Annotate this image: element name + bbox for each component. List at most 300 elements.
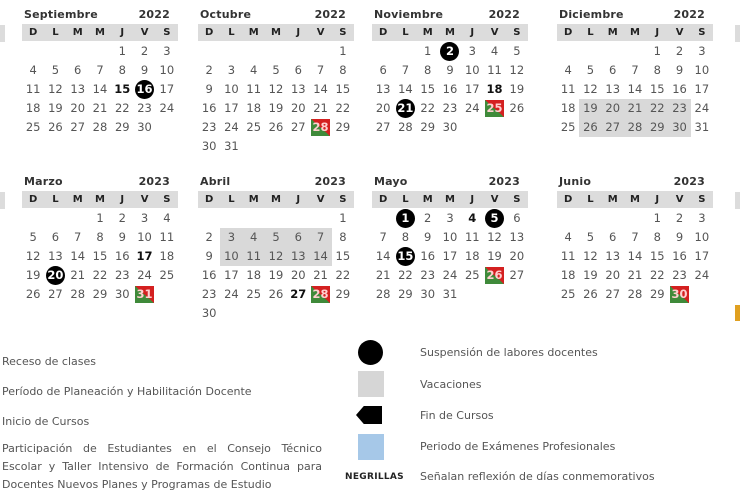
empty-cell: [372, 209, 394, 228]
partial-orange-marker: [735, 305, 740, 321]
black-circle-icon: [358, 340, 383, 365]
month-may: [372, 175, 528, 304]
empty-cell: [265, 209, 287, 228]
day-cell: 4: [564, 230, 572, 244]
day-cell: 8: [339, 63, 347, 77]
day-cell: 18: [246, 101, 262, 115]
month-title: [557, 8, 713, 22]
day-cell: 7: [379, 230, 387, 244]
day-cell: 21: [92, 101, 108, 115]
day-cell: 29: [114, 120, 130, 134]
day-cell: 3: [140, 211, 149, 225]
day-cell: 11: [25, 82, 41, 96]
weekday-label: J: [470, 194, 475, 205]
legend-inicio-cursos-label: Inicio de Cursos: [2, 415, 90, 428]
day-cell: 12: [583, 82, 598, 96]
day-cell: 22: [335, 268, 351, 282]
day-cell: 11: [560, 249, 576, 263]
weekday-label: S: [513, 194, 521, 205]
day-cell: 20: [375, 101, 391, 115]
day-cell: 11: [464, 230, 480, 244]
day-cell: 19: [48, 101, 63, 115]
empty-cell: [243, 42, 265, 61]
weekday-label: M: [248, 27, 259, 38]
day-cell: 18: [246, 268, 262, 282]
weekday-label: L: [52, 194, 59, 205]
day-cell: 10: [694, 63, 710, 77]
legend-suspension-label: Suspensión de labores docentes: [420, 346, 598, 359]
day-cell: 7: [96, 63, 104, 77]
day-cell-vacation: 3: [220, 228, 242, 247]
day-cell: 1: [653, 44, 661, 58]
day-cell: 28: [70, 287, 86, 301]
day-cell: 13: [48, 249, 63, 263]
day-cell-fin-cursos: 25: [483, 99, 505, 118]
legend-vacaciones-label: Vacaciones: [420, 378, 482, 391]
weekday-label: V: [490, 194, 499, 205]
day-cell-suspension: 1: [394, 209, 416, 228]
day-cell: 3: [698, 44, 706, 58]
day-cell: 26: [48, 120, 63, 134]
day-cell: 31: [442, 287, 458, 301]
day-cell: 1: [653, 211, 661, 225]
day-cell-vacation: 7: [309, 228, 331, 247]
day-cell-vacation: 28: [624, 118, 646, 137]
weekday-label: D: [378, 27, 388, 38]
day-cell: 11: [246, 82, 262, 96]
day-cell: 25: [246, 120, 262, 134]
negrillas-tag: NEGRILLAS: [345, 472, 404, 482]
day-cell: 5: [586, 230, 595, 244]
day-cell: 6: [294, 63, 302, 77]
day-cell: 16: [420, 249, 436, 263]
month-name: Noviembre: [374, 8, 444, 21]
day-cell-vacation: 14: [309, 247, 331, 266]
empty-cell: [44, 42, 66, 61]
day-cell: 14: [92, 82, 108, 96]
day-cell: 20: [70, 101, 86, 115]
month-year: 2023: [314, 175, 346, 188]
weekday-label: V: [675, 194, 684, 205]
day-cell: 9: [118, 230, 126, 244]
day-cell: 8: [118, 63, 126, 77]
day-cell: 15: [649, 249, 665, 263]
weekday-label: D: [378, 194, 388, 205]
day-cell: 13: [605, 82, 621, 96]
day-cell: 3: [698, 211, 706, 225]
weekday-label: V: [140, 194, 149, 205]
weekday-label: D: [204, 27, 214, 38]
day-cell: 28: [398, 120, 413, 134]
empty-cell: [372, 42, 394, 61]
day-cell-suspension: 16: [133, 80, 155, 99]
weekday-label: V: [316, 194, 325, 205]
weekday-label: L: [228, 194, 235, 205]
day-cell: 19: [509, 82, 525, 96]
day-cell: 30: [137, 120, 152, 134]
day-cell-vacation: 20: [602, 99, 624, 118]
month-title: [198, 8, 354, 22]
month-title: [372, 8, 528, 22]
day-cell: 2: [118, 211, 126, 225]
partial-header: [735, 192, 740, 209]
day-cell: 14: [313, 82, 328, 96]
day-cell: 2: [424, 211, 432, 225]
weekday-header: [22, 24, 178, 41]
weekday-label: S: [513, 27, 521, 38]
day-cell: 23: [672, 268, 687, 282]
day-cell: 27: [70, 120, 86, 134]
day-cell: 12: [48, 82, 63, 96]
day-cell: 23: [420, 268, 436, 282]
day-cell-suspension: 20: [44, 266, 66, 285]
day-cell-fin-cursos: 26: [483, 266, 505, 285]
weekday-label: S: [698, 27, 706, 38]
gray-square-icon: [358, 371, 384, 397]
day-cell: 14: [375, 249, 391, 263]
day-cell: 3: [468, 44, 476, 58]
day-cell-suspension: 21: [394, 99, 416, 118]
day-cell: 21: [70, 268, 86, 282]
weekday-label: J: [470, 27, 475, 38]
month-september: [22, 8, 178, 137]
day-cell: 21: [313, 101, 328, 115]
empty-cell: [44, 209, 66, 228]
weekday-label: V: [140, 27, 149, 38]
weekday-label: M: [630, 194, 640, 205]
empty-cell: [198, 209, 220, 228]
empty-cell: [394, 42, 416, 61]
weekday-label: M: [422, 27, 433, 38]
day-cell: 17: [464, 82, 480, 96]
day-cell: 6: [513, 211, 521, 225]
month-name: Abril: [200, 175, 231, 188]
day-cell: 23: [442, 101, 458, 115]
day-cell: 9: [424, 230, 432, 244]
legend-vacaciones: [345, 371, 740, 401]
weekday-label: V: [490, 27, 499, 38]
weekday-label: S: [163, 27, 171, 38]
weekday-label: M: [630, 27, 640, 38]
day-cell: 2: [140, 44, 149, 58]
day-cell: 22: [92, 268, 108, 282]
day-cell: 29: [398, 287, 413, 301]
weekday-label: M: [95, 27, 105, 38]
day-cell: 10: [137, 230, 152, 244]
day-cell: 20: [290, 268, 306, 282]
day-cell: 4: [490, 44, 499, 58]
day-cell: 22: [114, 101, 130, 115]
day-cell: 17: [694, 249, 710, 263]
day-cell-suspension: 5: [483, 209, 505, 228]
weekday-label: D: [28, 27, 38, 38]
empty-cell: [624, 42, 646, 61]
day-cell: 19: [487, 249, 502, 263]
month-year: 2022: [314, 8, 346, 21]
days-grid: [557, 209, 713, 304]
day-cell-suspension: 15: [394, 247, 416, 266]
day-cell: 16: [442, 82, 458, 96]
day-cell: 16: [201, 268, 217, 282]
day-cell: 22: [420, 101, 436, 115]
empty-cell: [287, 209, 309, 228]
weekday-label: J: [655, 27, 660, 38]
day-cell: 27: [375, 120, 391, 134]
day-cell: 20: [605, 268, 621, 282]
day-cell: 4: [163, 211, 171, 225]
day-cell: 17: [224, 268, 239, 282]
day-cell: 16: [114, 249, 130, 263]
day-cell: 4: [468, 211, 477, 225]
day-cell: 25: [560, 120, 576, 134]
month-name: Septiembre: [24, 8, 98, 21]
day-cell: 15: [335, 82, 351, 96]
weekday-label: J: [296, 27, 301, 38]
day-cell: 19: [25, 268, 41, 282]
weekday-label: D: [28, 194, 38, 205]
day-cell: 4: [29, 63, 37, 77]
weekday-label: L: [587, 194, 594, 205]
empty-cell: [557, 209, 579, 228]
day-cell: 27: [48, 287, 63, 301]
empty-cell: [557, 42, 579, 61]
empty-cell: [287, 42, 309, 61]
day-cell: 25: [159, 268, 175, 282]
month-year: 2022: [673, 8, 705, 21]
day-cell: 26: [583, 287, 598, 301]
day-cell: 8: [339, 230, 347, 244]
day-cell: 25: [464, 268, 480, 282]
day-cell: 4: [250, 63, 258, 77]
day-cell: 5: [29, 230, 37, 244]
day-cell: 17: [136, 249, 153, 263]
empty-cell: [220, 209, 242, 228]
day-cell: 3: [163, 44, 171, 58]
day-cell: 9: [205, 249, 213, 263]
legend-receso-label: Receso de clases: [2, 355, 97, 368]
weekday-header: [557, 24, 713, 41]
day-cell: 12: [487, 230, 502, 244]
day-cell: 2: [675, 44, 684, 58]
day-cell: 11: [560, 82, 576, 96]
empty-cell: [579, 209, 601, 228]
day-cell: 22: [649, 268, 665, 282]
day-cell: 6: [51, 230, 60, 244]
blue-square-icon: [358, 434, 384, 460]
month-november: [372, 8, 528, 137]
day-cell: 24: [224, 287, 239, 301]
day-cell: 21: [627, 268, 643, 282]
empty-cell: [67, 42, 89, 61]
day-cell: 16: [201, 101, 217, 115]
weekday-label: M: [271, 27, 281, 38]
weekday-header: [372, 24, 528, 41]
day-cell-vacation: 27: [602, 118, 624, 137]
month-year: 2022: [138, 8, 170, 21]
day-cell: 12: [25, 249, 41, 263]
day-cell-fin-cursos: 30: [668, 285, 690, 304]
month-title: [372, 175, 528, 189]
day-cell: 8: [653, 63, 661, 77]
day-cell: 12: [583, 249, 598, 263]
day-cell: 4: [564, 63, 572, 77]
month-december: [557, 8, 713, 137]
day-cell: 18: [159, 249, 175, 263]
empty-cell: [624, 209, 646, 228]
day-cell: 15: [92, 249, 108, 263]
days-grid: [557, 42, 713, 137]
day-cell: 7: [401, 63, 410, 77]
weekday-header: [198, 24, 354, 41]
day-cell-vacation: 22: [646, 99, 668, 118]
day-cell: 28: [375, 287, 391, 301]
day-cell: 13: [509, 230, 525, 244]
day-cell: 19: [583, 268, 598, 282]
day-cell: 29: [92, 287, 108, 301]
weekday-label: M: [422, 194, 433, 205]
day-cell: 17: [159, 82, 175, 96]
weekday-label: D: [563, 27, 573, 38]
weekday-label: J: [120, 27, 125, 38]
weekday-label: L: [402, 27, 409, 38]
weekday-label: L: [52, 27, 59, 38]
weekday-label: J: [120, 194, 125, 205]
days-grid: [198, 209, 354, 323]
day-cell: 18: [464, 249, 480, 263]
month-year: 2023: [138, 175, 170, 188]
partial-month-header-left: [0, 25, 5, 42]
day-cell: 2: [205, 63, 213, 77]
weekday-label: J: [296, 194, 301, 205]
day-cell: 15: [335, 249, 351, 263]
day-cell: 23: [201, 120, 217, 134]
day-cell: 26: [509, 101, 525, 115]
day-cell: 1: [96, 211, 104, 225]
month-name: Diciembre: [559, 8, 624, 21]
day-cell: 5: [513, 44, 521, 58]
day-cell: 25: [25, 120, 41, 134]
day-cell: 2: [205, 230, 213, 244]
day-cell: 14: [627, 249, 643, 263]
day-cell: 5: [586, 63, 595, 77]
day-cell-vacation: 21: [624, 99, 646, 118]
day-cell: 17: [442, 249, 458, 263]
day-cell: 7: [316, 63, 325, 77]
month-year: 2023: [488, 175, 520, 188]
empty-cell: [67, 209, 89, 228]
day-cell: 24: [224, 120, 239, 134]
day-cell: 5: [51, 63, 60, 77]
day-cell: 30: [442, 120, 458, 134]
day-cell: 23: [137, 101, 152, 115]
day-cell: 11: [487, 63, 502, 77]
day-cell: 24: [442, 268, 458, 282]
day-cell: 31: [224, 139, 239, 153]
day-cell: 23: [201, 287, 217, 301]
day-cell: 19: [268, 268, 284, 282]
days-grid: [22, 209, 178, 304]
weekday-label: S: [339, 194, 347, 205]
day-cell: 19: [268, 101, 284, 115]
weekday-label: M: [248, 194, 259, 205]
weekday-header: [22, 191, 178, 208]
weekday-label: S: [698, 194, 706, 205]
day-cell-fin-cursos: 28: [309, 285, 331, 304]
day-cell: 1: [424, 44, 432, 58]
day-cell: 26: [268, 287, 284, 301]
empty-cell: [579, 42, 601, 61]
day-cell: 18: [486, 82, 503, 96]
day-cell: 24: [694, 268, 710, 282]
day-cell: 25: [560, 287, 576, 301]
empty-cell: [198, 42, 220, 61]
partial-month-header-left: [0, 192, 5, 209]
day-cell: 22: [335, 101, 351, 115]
empty-cell: [243, 209, 265, 228]
weekday-label: D: [563, 194, 573, 205]
day-cell: 18: [25, 101, 41, 115]
empty-cell: [89, 42, 111, 61]
day-cell-vacation: 19: [579, 99, 601, 118]
day-cell-fin-cursos: 31: [133, 285, 155, 304]
month-year: 2023: [673, 175, 705, 188]
day-cell: 13: [290, 82, 306, 96]
month-name: Marzo: [24, 175, 63, 188]
empty-cell: [265, 42, 287, 61]
day-cell: 12: [268, 82, 284, 96]
day-cell: 24: [464, 101, 480, 115]
day-cell: 21: [313, 268, 328, 282]
weekday-label: M: [607, 194, 618, 205]
day-cell: 12: [509, 63, 525, 77]
day-cell: 30: [201, 306, 217, 320]
day-cell: 3: [227, 63, 236, 77]
day-cell-vacation: 30: [668, 118, 690, 137]
month-title: [22, 8, 178, 22]
day-cell-fin-cursos: 28: [309, 118, 331, 137]
day-cell-vacation: 12: [265, 247, 287, 266]
day-cell: 27: [509, 268, 525, 282]
day-cell: 8: [96, 230, 104, 244]
legend-negrillas: [345, 470, 740, 500]
day-cell: 13: [605, 249, 621, 263]
day-cell: 1: [118, 44, 126, 58]
month-title: [557, 175, 713, 189]
partial-month-right-bottom: [735, 175, 740, 321]
day-cell: 31: [694, 120, 710, 134]
black-pentagon-flag-icon: [356, 406, 382, 424]
day-cell: 24: [137, 268, 152, 282]
empty-cell: [309, 42, 331, 61]
weekday-header: [198, 191, 354, 208]
weekday-label: M: [445, 27, 455, 38]
weekday-label: D: [204, 194, 214, 205]
empty-cell: [602, 42, 624, 61]
day-cell: 25: [246, 287, 262, 301]
day-cell: 13: [375, 82, 391, 96]
day-cell: 30: [114, 287, 130, 301]
day-cell: 18: [560, 268, 576, 282]
day-cell-vacation: 6: [287, 228, 309, 247]
day-cell: 28: [92, 120, 108, 134]
day-cell: 8: [401, 230, 410, 244]
empty-cell: [602, 209, 624, 228]
weekday-label: M: [72, 194, 83, 205]
empty-cell: [220, 42, 242, 61]
month-june: [557, 175, 713, 304]
day-cell-vacation: 23: [668, 99, 690, 118]
day-cell: 1: [339, 211, 347, 225]
